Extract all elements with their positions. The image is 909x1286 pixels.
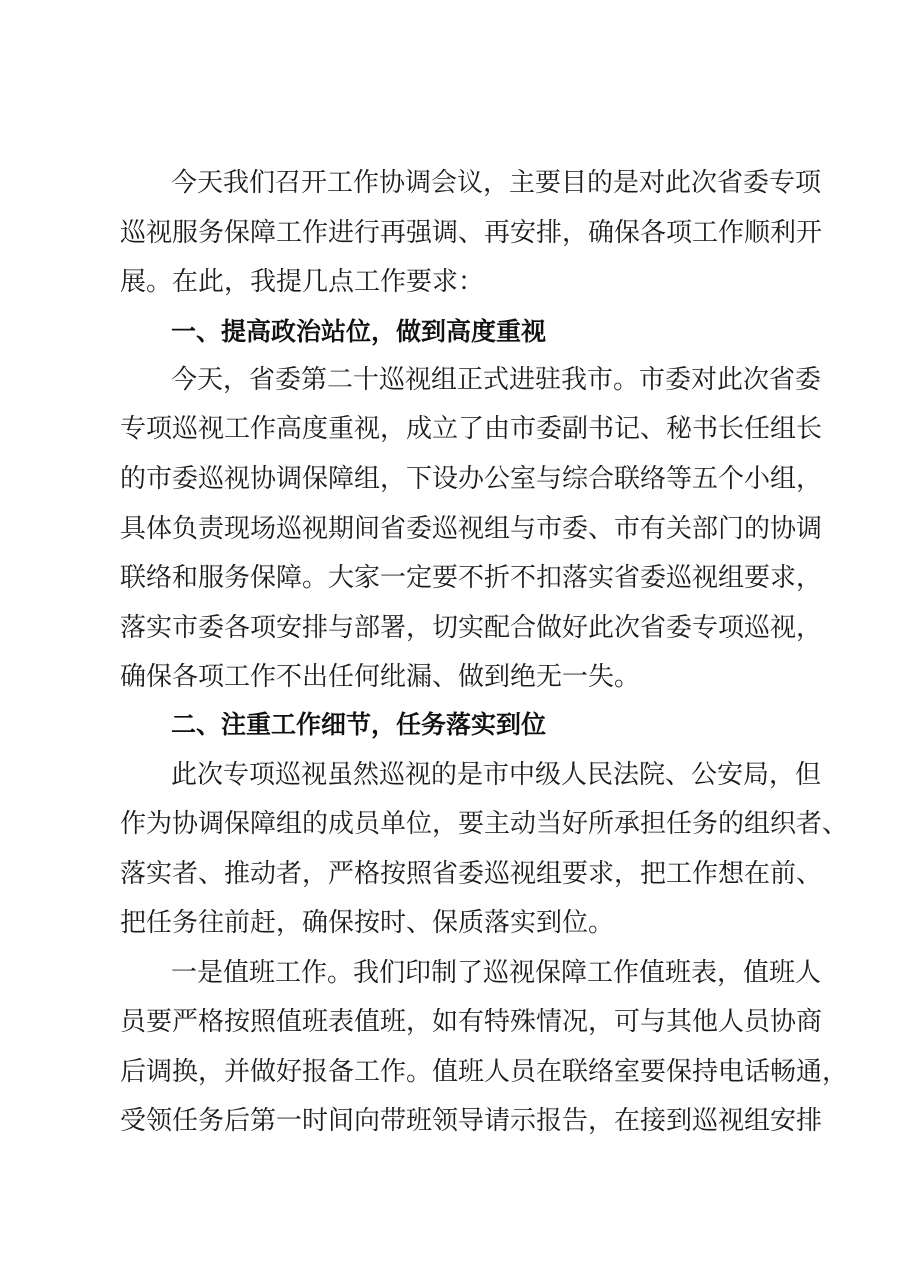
paragraph-line: 一是值班工作。我们印制了巡视保障工作值班表，值班人	[171, 958, 822, 988]
paragraph-line: 巡视服务保障工作进行再强调、再安排，确保各项工作顺利开	[120, 218, 823, 248]
section-heading: 一、提高政治站位，做到高度重视	[171, 317, 547, 346]
paragraph-line: 今天，省委第二十巡视组正式进驻我市。市委对此次省委	[171, 365, 822, 395]
paragraph-line: 今天我们召开工作协调会议，主要目的是对此次省委专项	[171, 168, 822, 198]
paragraph-line: 把任务往前赶，确保按时、保质落实到位。	[120, 908, 615, 938]
paragraph-line: 作为协调保障组的成员单位，要主动当好所承担任务的组织者、	[120, 809, 849, 839]
paragraph-line: 确保各项工作不出任何纰漏、做到绝无一失。	[120, 662, 641, 692]
paragraph-line: 此次专项巡视虽然巡视的是市中级人民法院、公安局，但	[171, 760, 822, 790]
section-heading: 二、注重工作细节，任务落实到位	[171, 710, 547, 739]
paragraph-line: 员要严格按照值班表值班，如有特殊情况，可与其他人员协商	[120, 1007, 823, 1037]
paragraph-line: 专项巡视工作高度重视，成立了由市委副书记、秘书长任组长	[120, 414, 823, 444]
paragraph-line: 具体负责现场巡视期间省委巡视组与市委、市有关部门的协调	[120, 514, 823, 544]
paragraph-line: 的市委巡视协调保障组，下设办公室与综合联络等五个小组，	[120, 464, 823, 494]
paragraph-line: 落实者、推动者，严格按照省委巡视组要求，把工作想在前、	[120, 859, 823, 889]
paragraph-line: 后调换，并做好报备工作。值班人员在联络室要保持电话畅通，	[120, 1057, 849, 1087]
paragraph-line: 展。在此，我提几点工作要求：	[120, 267, 485, 297]
paragraph-line: 落实市委各项安排与部署，切实配合做好此次省委专项巡视，	[120, 613, 823, 643]
paragraph-line: 联络和服务保障。大家一定要不折不扣落实省委巡视组要求，	[120, 563, 823, 593]
paragraph-line: 受领任务后第一时间向带班领导请示报告，在接到巡视组安排	[120, 1106, 823, 1136]
